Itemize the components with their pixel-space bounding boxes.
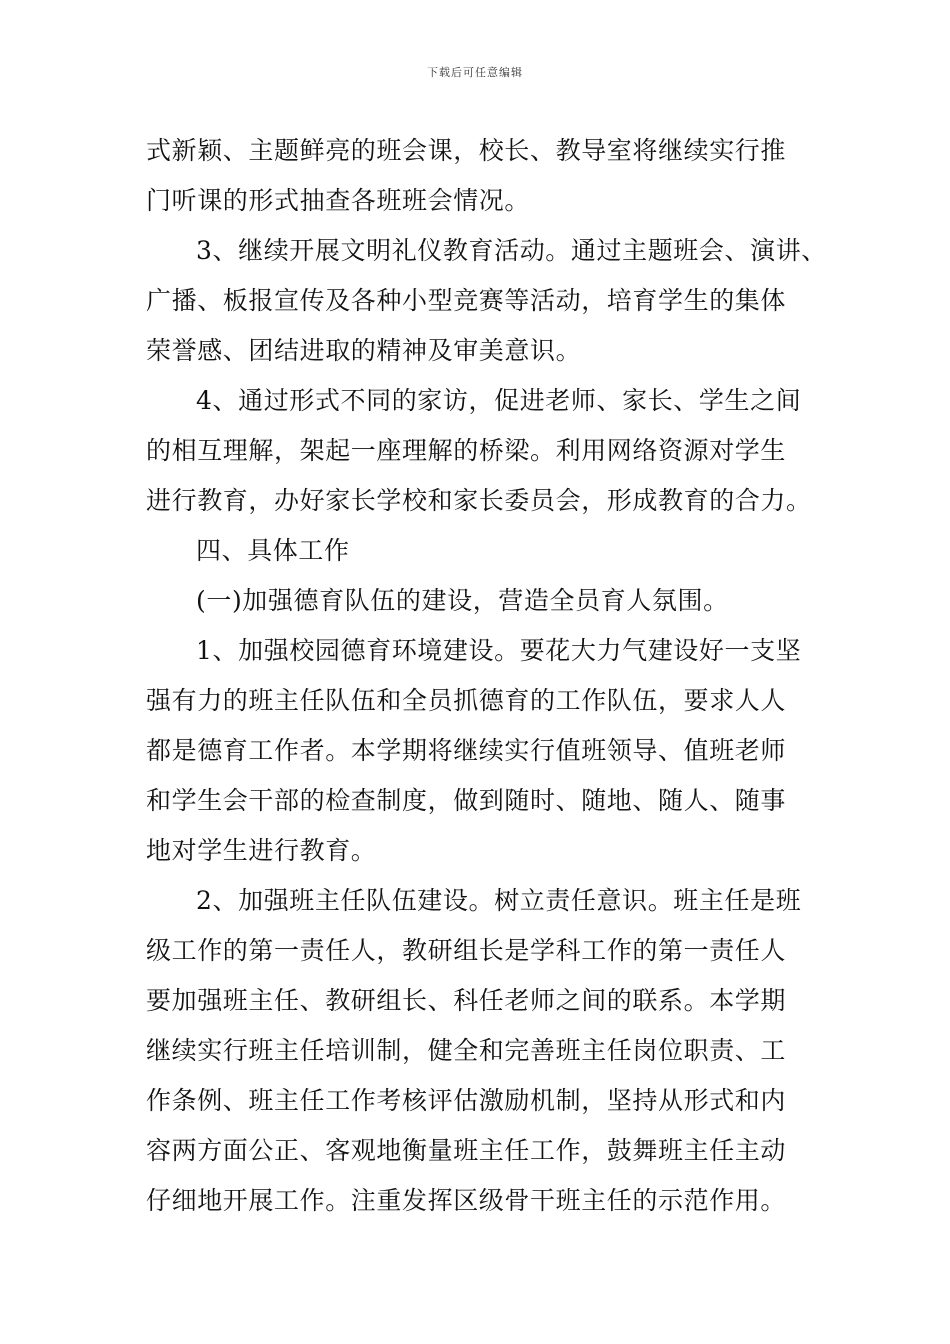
text-line: 荣誉感、团结进取的精神及审美意识。 (146, 336, 582, 365)
text-line: 的相互理解，架起一座理解的桥梁。利用网络资源对学生 (146, 436, 787, 465)
page-header: 下载后可任意编辑 (427, 66, 523, 79)
subsection-heading: (一)加强德育队伍的建设，营造全员育人氛围。 (196, 586, 729, 615)
text-line: 容两方面公正、客观地衡量班主任工作，鼓舞班主任主动 (146, 1136, 787, 1165)
paragraph-start: 4、通过形式不同的家访，促进老师、家长、学生之间 (196, 386, 802, 415)
text-line: 地对学生进行教育。 (146, 836, 377, 865)
paragraph-start: 2、加强班主任队伍建设。树立责任意识。班主任是班 (196, 886, 802, 915)
text-line: 强有力的班主任队伍和全员抓德育的工作队伍，要求人人 (146, 686, 787, 715)
section-heading: 四、具体工作 (196, 536, 350, 565)
text-line: 门听课的形式抽查各班班会情况。 (146, 186, 531, 215)
text-line: 都是德育工作者。本学期将继续实行值班领导、值班老师 (146, 736, 787, 765)
paragraph-start: 1、加强校园德育环境建设。要花大力气建设好一支坚 (196, 636, 802, 665)
text-line: 作条例、班主任工作考核评估激励机制，坚持从形式和内 (146, 1086, 787, 1115)
text-line: 要加强班主任、教研组长、科任老师之间的联系。本学期 (146, 986, 787, 1015)
paragraph-start: 3、继续开展文明礼仪教育活动。通过主题班会、演讲、 (196, 236, 827, 265)
text-line: 仔细地开展工作。注重发挥区级骨干班主任的示范作用。 (146, 1186, 787, 1215)
text-line: 继续实行班主任培训制，健全和完善班主任岗位职责、工 (146, 1036, 787, 1065)
text-line: 广播、板报宣传及各种小型竞赛等活动，培育学生的集体 (146, 286, 787, 315)
text-line: 和学生会干部的检查制度，做到随时、随地、随人、随事 (146, 786, 787, 815)
text-line: 级工作的第一责任人，教研组长是学科工作的第一责任人 (146, 936, 787, 965)
text-line: 进行教育，办好家长学校和家长委员会，形成教育的合力。 (146, 486, 812, 515)
text-line: 式新颖、主题鲜亮的班会课，校长、教导室将继续实行推 (146, 136, 787, 165)
body-text (146, 126, 826, 1226)
